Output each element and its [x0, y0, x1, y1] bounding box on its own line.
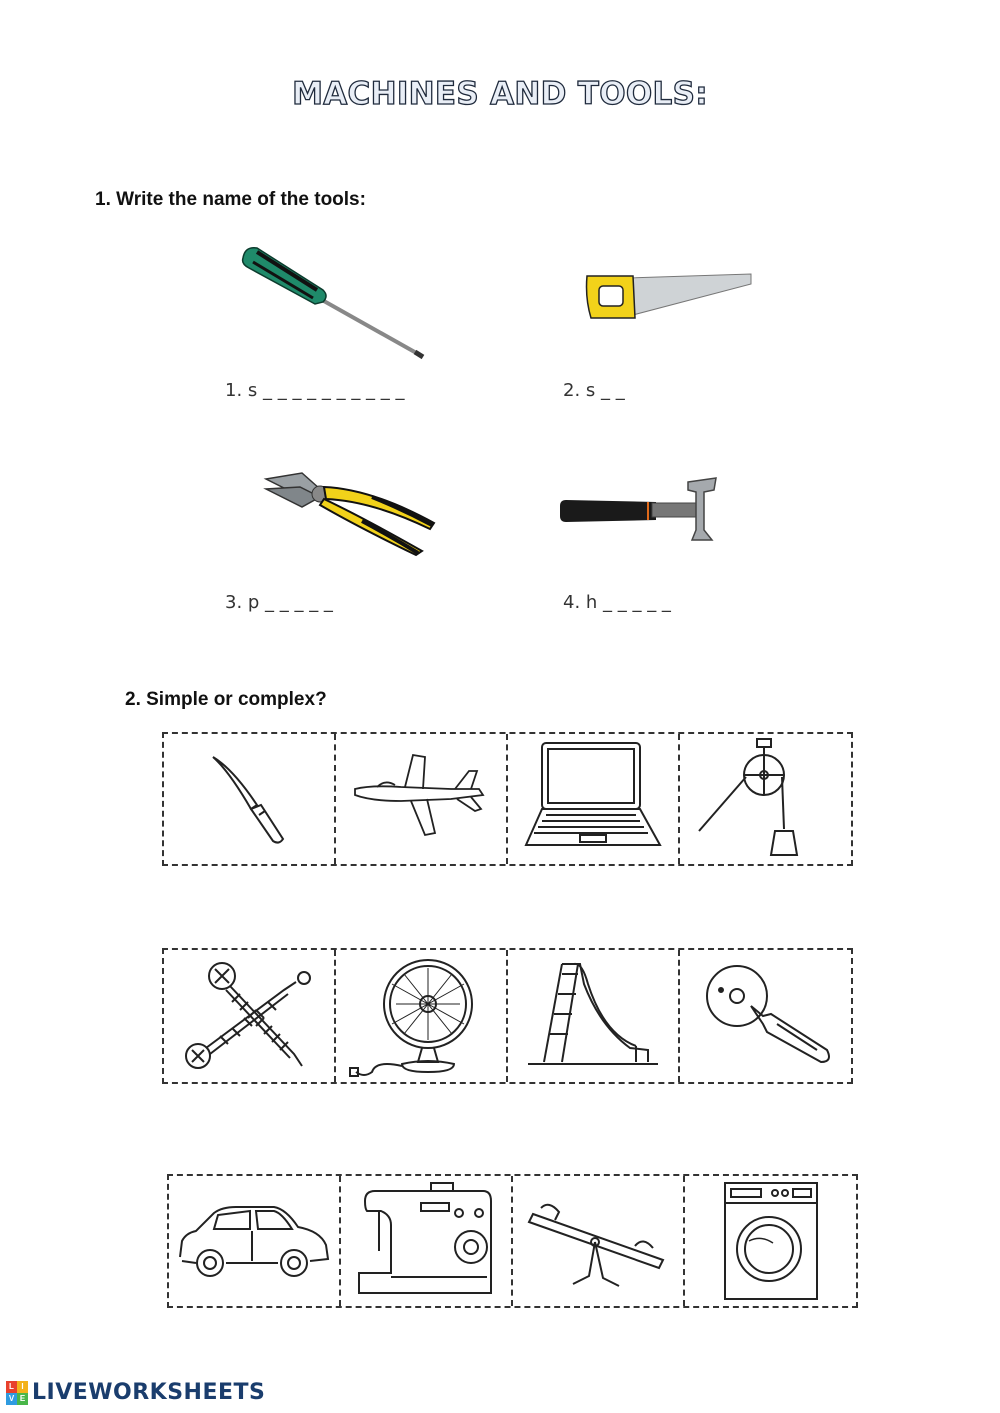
pliers-icon: [262, 467, 442, 557]
knife-icon[interactable]: [164, 734, 336, 864]
page-title: MACHINES AND TOOLS:: [292, 76, 708, 112]
liveworksheets-wordmark: LIVEWORKSHEETS: [32, 1380, 266, 1405]
tool-prompt-4: 4. h _ _ _ _ _: [563, 592, 671, 613]
section1-heading: 1. Write the name of the tools:: [95, 189, 366, 210]
laptop-icon[interactable]: [508, 734, 680, 864]
car-icon[interactable]: [169, 1176, 341, 1306]
screws-icon[interactable]: [164, 950, 336, 1082]
tool-prompt-2: 2. s _ _: [563, 380, 625, 401]
electric-fan-icon[interactable]: [336, 950, 508, 1082]
seesaw-icon[interactable]: [513, 1176, 685, 1306]
washing-machine-icon[interactable]: [685, 1176, 856, 1306]
hammer-icon: [556, 470, 721, 545]
tool-prompt-1: 1. s _ _ _ _ _ _ _ _ _ _: [225, 380, 405, 401]
screwdriver-icon: [235, 238, 435, 363]
picture-row-1: [162, 732, 853, 866]
sewing-machine-icon[interactable]: [341, 1176, 513, 1306]
picture-row-3: [167, 1174, 858, 1308]
slide-icon[interactable]: [508, 950, 680, 1082]
fighter-jet-icon[interactable]: [336, 734, 508, 864]
section2-heading: 2. Simple or complex?: [125, 689, 327, 710]
saw-icon: [585, 268, 755, 323]
tool-prompt-3: 3. p _ _ _ _ _: [225, 592, 333, 613]
liveworksheets-logo-mark: L I V E: [6, 1381, 28, 1405]
pizza-cutter-icon[interactable]: [680, 950, 851, 1082]
picture-row-2: [162, 948, 853, 1084]
liveworksheets-logo: [6, 1380, 265, 1405]
pulley-icon[interactable]: [680, 734, 851, 864]
